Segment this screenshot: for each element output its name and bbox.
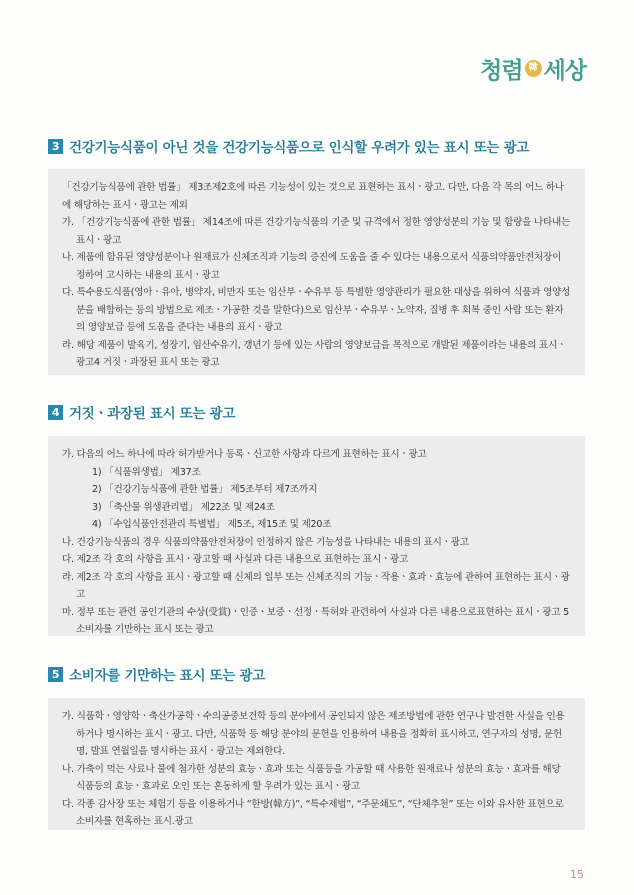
sub-item: 3) 「축산물 위생관리법」 제22조 및 제24조: [92, 501, 275, 513]
list-item: 가. 다음의 어느 하나에 따라 허가받거나 등록ㆍ신고한 사항과 다르게 표현하는 표시ㆍ광고: [62, 449, 427, 460]
section-5-box: [48, 698, 585, 830]
section-title: 건강기능식품이 아닌 것을 건강기능식품으로 인식할 우려가 있는 표시 또는 광고: [69, 140, 530, 156]
intro-text: 「건강기능식품에 관한 법률」 제3조제2호에 따른 기능성이 있는 것으로 표현하는 표시ㆍ광고. 다만, 다음 각 목의 어느 하나에 해당하는 표시ㆍ광고는 제외: [62, 182, 564, 211]
list-item: 가. 「건강기능식품에 관한 법률」 제14조에 따른 건강기능식품의 기준 및 규격에서 정한 영양성분의 기능 및 함량을 나타내는 표시ㆍ광고: [62, 217, 571, 246]
sub-item: 1) 「식품위생법」 제37조: [92, 466, 201, 478]
logo: [480, 52, 586, 85]
section-number: 5: [48, 667, 63, 682]
list-item: 다. 특수용도식품(영아ㆍ유아, 병약자, 비만자 또는 임산부ㆍ수유부 등 특별한 영양관리가 필요한 대상을 위하여 식품과 영양성분을 배합하는 등의 방법으로 제조ㆍ가공한 것을 말한다)으로 임산부ㆍ수유부ㆍ노약자, 질병 후 회복 중인 사람 또는 환자의 영양보급 등에 도움을 준다는 내용의 표시ㆍ광고: [62, 287, 571, 333]
list-item: 라. 해당 제품이 발육기, 성장기, 임산수유기, 갱년기 등에 있는 사람의 영양보급을 목적으로 개발된 제품이라는 내용의 표시ㆍ광고4 거짓ㆍ과장된 표시 또는 광고: [62, 339, 567, 368]
section-title: 소비자를 기만하는 표시 또는 광고: [69, 668, 265, 684]
logo-right: 세상: [543, 58, 586, 84]
list-item: 라. 제2조 각 호의 사항을 표시ㆍ광고할 때 신체의 일부 또는 신체조직의 기능ㆍ작용ㆍ효과ㆍ효능에 관하여 표현하는 표시ㆍ광고: [62, 571, 570, 600]
list-item: 마. 정부 또는 관련 공인기관의 수상(受賞)ㆍ인증ㆍ보증ㆍ선정ㆍ특허와 관련하여 사실과 다른 내용으로표현하는 표시ㆍ광고 5 소비자를 기만하는 표시 또는 광고: [62, 606, 569, 635]
section-3-heading: [48, 136, 529, 156]
section-number: 4: [48, 405, 63, 420]
list-item: 다. 제2조 각 호의 사항을 표시ㆍ광고할 때 사실과 다른 내용으로 표현하는 표시ㆍ광고: [62, 554, 409, 565]
page-number: 15: [570, 868, 584, 881]
section-4-box: [48, 436, 585, 636]
sub-item: 2) 「건강기능식품에 관한 법률」 제5조부터 제7조까지: [92, 484, 318, 495]
list-item: 가. 식품학ㆍ영양학ㆍ축산가공학ㆍ수의공중보건학 등의 분야에서 공인되지 않은 제조방법에 관한 연구나 발견한 사실을 인용하거나 명시하는 표시ㆍ광고. 다만, 식품학 등 해당 분야의 문헌을 인용하여 내용을 정확히 표시하고, 연구자의 성명, 문헌명, 발표 연월일을 명시하는 표시ㆍ광고는 제외한다.: [62, 711, 565, 757]
section-title: 거짓ㆍ과장된 표시 또는 광고: [69, 406, 236, 422]
logo-mid: 韓: [525, 60, 542, 77]
list-item: 다. 각종 감사장 또는 체험기 등을 이용하거나 “한방(韓方)”, “특수제법”, “주문쇄도”, “단체추천” 또는 이와 유사한 표현으로 소비자를 현혹하는 표시.광고: [62, 798, 564, 827]
section-5-heading: [48, 664, 265, 684]
list-item: 나. 제품에 함유된 영양성분이나 원재료가 신체조직과 기능의 증진에 도움을 줄 수 있다는 내용으로서 식품의약품안전처장이 정하여 고시하는 내용의 표시ㆍ광고: [62, 252, 562, 281]
list-item: 나. 건강기능식품의 경우 식품의약품안전처장이 인정하지 않은 기능성을 나타내는 내용의 표시ㆍ광고: [62, 536, 469, 548]
section-4-heading: [48, 402, 235, 422]
list-item: 나. 가축이 먹는 사료나 물에 첨가한 성분의 효능ㆍ효과 또는 식품등을 가공할 때 사용한 원재료나 성분의 효능ㆍ효과를 해당 식품등의 효능ㆍ효과로 오인 또는 혼동하게 할 우려가 있는 표시ㆍ광고: [62, 763, 561, 792]
sub-item: 4) 「수입식품안전관리 특별법」 제5조, 제15조 및 제20조: [92, 519, 332, 530]
logo-left: 청렴: [480, 58, 523, 84]
section-number: 3: [48, 139, 63, 154]
section-3-box: [48, 169, 585, 375]
